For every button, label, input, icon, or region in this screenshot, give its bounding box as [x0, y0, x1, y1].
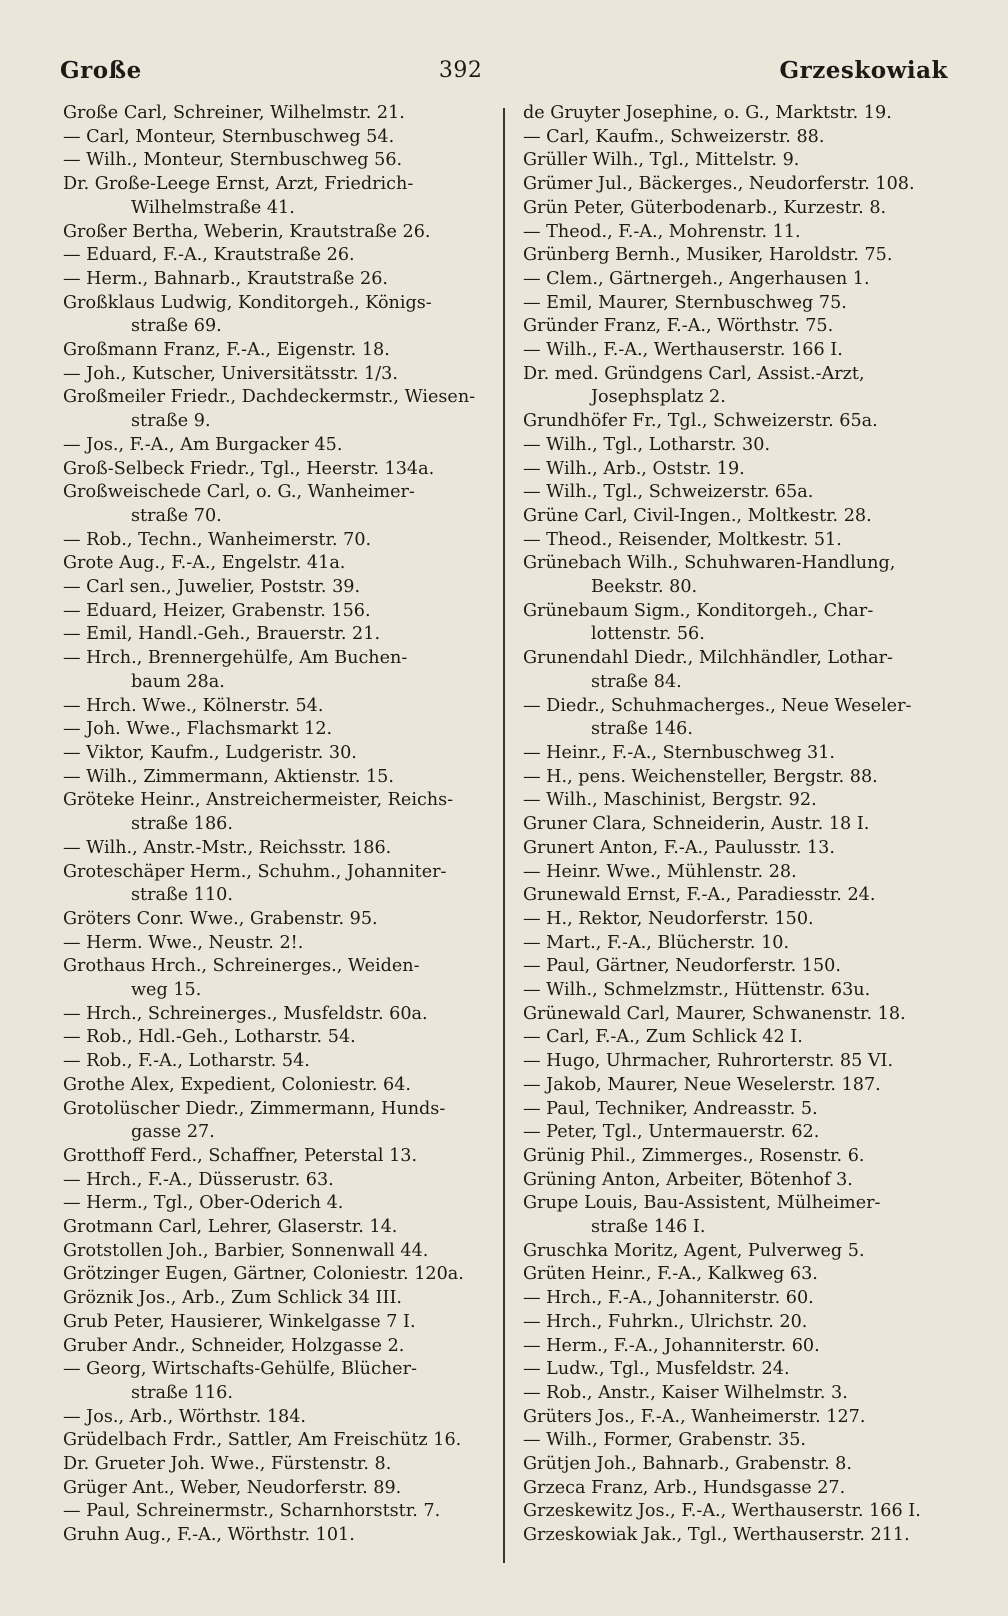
directory-entry — [523, 1311, 947, 1335]
entry-line: Grümer Jul., Bäckerges., Neudorferstr. 108. — [523, 174, 915, 195]
entry-continuation-line: baum 28a. — [131, 671, 225, 692]
directory-entry — [63, 1145, 487, 1169]
entry-line: — Diedr., Schuhmacherges., Neue Weseler- — [523, 695, 912, 716]
entry-line: Grünewald Carl, Maurer, Schwanenstr. 18. — [523, 1003, 906, 1024]
directory-entry — [63, 363, 487, 387]
entry-line: de Gruyter Josephine, o. G., Marktstr. 19. — [523, 103, 892, 123]
directory-entry — [523, 1500, 947, 1524]
entry-line: — Viktor, Kaufm., Ludgeristr. 30. — [63, 742, 357, 763]
directory-entry — [63, 458, 487, 482]
directory-entry — [63, 552, 487, 576]
entry-line: — Jos., Arb., Wörthstr. 184. — [63, 1406, 307, 1427]
entry-line: Grütjen Joh., Bahnarb., Grabenstr. 8. — [523, 1454, 852, 1475]
directory-entry — [63, 623, 487, 647]
directory-entry — [523, 102, 947, 126]
directory-entry — [63, 173, 487, 220]
directory-entry — [523, 695, 947, 742]
entry-line: Dr. Grueter Joh. Wwe., Fürstenstr. 8. — [63, 1454, 392, 1475]
entry-line: — Clem., Gärtnergeh., Angerhausen 1. — [523, 268, 870, 289]
entry-continuation-line: Beekstr. 80. — [591, 577, 698, 598]
entry-line: — Wilh., F.-A., Werthauserstr. 166 I. — [523, 340, 843, 361]
entry-line: — Herm., Tgl., Ober-Oderich 4. — [63, 1193, 344, 1214]
directory-entry — [63, 386, 487, 433]
entry-line: — Emil, Maurer, Sternbuschweg 75. — [523, 292, 847, 313]
entry-continuation-line: straße 110. — [131, 885, 233, 906]
directory-entry — [523, 1192, 947, 1239]
entry-line: Grüger Ant., Weber, Neudorferstr. 89. — [63, 1477, 402, 1498]
entry-line: Grüters Jos., F.-A., Wanheimerstr. 127. — [523, 1406, 866, 1427]
page-header — [60, 50, 948, 90]
entry-line: — Wilh., Arb., Oststr. 19. — [523, 458, 745, 479]
entry-line: — Hrch., Brennergehülfe, Am Buchen- — [63, 648, 408, 669]
entry-line: Grötzinger Eugen, Gärtner, Coloniestr. 120a. — [63, 1264, 464, 1285]
entry-line: Grotthoff Ferd., Schaffner, Peterstal 13. — [63, 1145, 418, 1166]
entry-line: — Emil, Handl.-Geh., Brauerstr. 21. — [63, 624, 381, 645]
directory-entry — [63, 576, 487, 600]
entry-line: — Paul, Techniker, Andreasstr. 5. — [523, 1098, 818, 1119]
entry-line: Grüning Anton, Arbeiter, Bötenhof 3. — [523, 1169, 853, 1190]
directory-entry — [63, 339, 487, 363]
entry-continuation-line: weg 15. — [131, 980, 202, 1001]
directory-entry — [523, 742, 947, 766]
directory-entry — [523, 505, 947, 529]
directory-entry — [523, 173, 947, 197]
directory-entry — [523, 529, 947, 553]
entry-line: Grote Aug., F.-A., Engelstr. 41a. — [63, 553, 346, 574]
entry-line: Grzeskowiak Jak., Tgl., Werthauserstr. 211. — [523, 1525, 910, 1546]
entry-line: Gröznik Jos., Arb., Zum Schlick 34 III. — [63, 1288, 402, 1309]
entry-line: — Rob., F.-A., Lotharstr. 54. — [63, 1051, 310, 1072]
directory-entry — [523, 1287, 947, 1311]
directory-entry — [63, 1216, 487, 1240]
entry-line: Grünberg Bernh., Musiker, Haroldstr. 75. — [523, 245, 893, 266]
directory-entry — [523, 837, 947, 861]
directory-entry — [523, 884, 947, 908]
entry-line: — Wilh., Former, Grabenstr. 35. — [523, 1430, 807, 1451]
entry-continuation-line: lottenstr. 56. — [591, 624, 705, 645]
directory-entry — [523, 766, 947, 790]
directory-entry — [523, 1477, 947, 1501]
directory-entry — [523, 1169, 947, 1193]
entry-line: — H., Rektor, Neudorferstr. 150. — [523, 908, 814, 929]
directory-entry — [63, 1050, 487, 1074]
entry-line: — Carl sen., Juwelier, Poststr. 39. — [63, 577, 361, 598]
entry-line: — Hrch., F.-A., Düsserustr. 63. — [63, 1169, 334, 1190]
entry-continuation-line: straße 70. — [131, 505, 222, 526]
directory-entry — [63, 932, 487, 956]
directory-entry — [523, 1382, 947, 1406]
directory-entry — [523, 126, 947, 150]
directory-entry — [523, 1429, 947, 1453]
entry-line: — Theod., Reisender, Moltkestr. 51. — [523, 529, 842, 550]
entry-line: — Hrch. Wwe., Kölnerstr. 54. — [63, 695, 324, 716]
directory-entry — [63, 434, 487, 458]
entry-line: Gröteke Heinr., Anstreichermeister, Reichs- — [63, 790, 454, 811]
entry-continuation-line: straße 146. — [591, 719, 693, 740]
directory-entry — [63, 742, 487, 766]
entry-line: — Heinr., F.-A., Sternbuschweg 31. — [523, 742, 836, 763]
entry-line: Grunendahl Diedr., Milchhändler, Lothar- — [523, 648, 893, 669]
directory-entry — [63, 766, 487, 790]
entry-line: Grüne Carl, Civil-Ingen., Moltkestr. 28. — [523, 505, 872, 526]
directory-entry — [523, 1358, 947, 1382]
directory-entry — [63, 1263, 487, 1287]
directory-entry — [63, 955, 487, 1002]
entry-line: Großer Bertha, Weberin, Krautstraße 26. — [63, 221, 431, 242]
directory-entry — [63, 1003, 487, 1027]
directory-entry — [523, 1406, 947, 1430]
directory-entry — [63, 221, 487, 245]
entry-continuation-line: straße 146 I. — [591, 1217, 706, 1238]
entry-line: Grzeca Franz, Arb., Hundsgasse 27. — [523, 1477, 846, 1498]
entry-line: Grüdelbach Frdr., Sattler, Am Freischütz 16. — [63, 1430, 462, 1451]
entry-continuation-line: straße 116. — [131, 1382, 233, 1403]
entry-line: Großklaus Ludwig, Konditorgeh., Königs- — [63, 292, 432, 313]
directory-entry — [523, 600, 947, 647]
directory-entry — [523, 552, 947, 599]
entry-line: Grüten Heinr., F.-A., Kalkweg 63. — [523, 1264, 818, 1285]
entry-line: Grünebaum Sigm., Konditorgeh., Char- — [523, 600, 874, 621]
directory-entry — [523, 1145, 947, 1169]
entry-line: Gründer Franz, F.-A., Wörthstr. 75. — [523, 316, 834, 337]
directory-entry — [63, 102, 487, 126]
header-left-keyword: Große — [60, 56, 142, 84]
directory-entry — [63, 1287, 487, 1311]
directory-entry — [63, 837, 487, 861]
entry-continuation-line: Wilhelmstraße 41. — [131, 197, 295, 218]
entry-line: Grotmann Carl, Lehrer, Glaserstr. 14. — [63, 1217, 398, 1238]
directory-entry — [63, 149, 487, 173]
entry-line: Grünig Phil., Zimmerges., Rosenstr. 6. — [523, 1145, 865, 1166]
directory-entry — [63, 789, 487, 836]
directory-entry — [523, 861, 947, 885]
entry-line: Grzeskewitz Jos., F.-A., Werthauserstr. 166 I. — [523, 1501, 921, 1522]
directory-entry — [63, 647, 487, 694]
directory-entry — [523, 458, 947, 482]
directory-entry — [523, 315, 947, 339]
entry-continuation-line: Josephsplatz 2. — [591, 387, 726, 408]
entry-line: — Wilh., Tgl., Lotharstr. 30. — [523, 434, 771, 455]
entry-line: Grotstollen Joh., Barbier, Sonnenwall 44. — [63, 1240, 429, 1261]
directory-entry — [63, 1098, 487, 1145]
directory-entry — [523, 1026, 947, 1050]
directory-entry — [63, 600, 487, 624]
entry-line: — Carl, Kaufm., Schweizerstr. 88. — [523, 126, 825, 147]
directory-entry — [523, 363, 947, 410]
directory-entry — [523, 1453, 947, 1477]
directory-entry — [523, 1098, 947, 1122]
entry-line: — Paul, Gärtner, Neudorferstr. 150. — [523, 956, 841, 977]
entry-line: — Georg, Wirtschafts-Gehülfe, Blücher- — [63, 1359, 417, 1380]
directory-entry — [523, 1003, 947, 1027]
entry-line: — H., pens. Weichensteller, Bergstr. 88. — [523, 766, 878, 787]
entry-line: Großweischede Carl, o. G., Wanheimer- — [63, 482, 415, 503]
entry-line: Grün Peter, Güterbodenarb., Kurzestr. 8. — [523, 197, 887, 218]
directory-entry — [523, 268, 947, 292]
entry-line: Grub Peter, Hausierer, Winkelgasse 7 I. — [63, 1311, 416, 1332]
entry-line: — Herm., F.-A., Johanniterstr. 60. — [523, 1335, 820, 1356]
entry-line: — Peter, Tgl., Untermauerstr. 62. — [523, 1122, 820, 1143]
entry-line: Gröters Conr. Wwe., Grabenstr. 95. — [63, 908, 378, 929]
directory-entry — [523, 1335, 947, 1359]
directory-entry — [63, 244, 487, 268]
directory-entry — [63, 1335, 487, 1359]
directory-entry — [523, 789, 947, 813]
entry-line: — Hrch., Schreinerges., Musfeldstr. 60a. — [63, 1003, 428, 1024]
entry-line: — Carl, F.-A., Zum Schlick 42 I. — [523, 1027, 803, 1048]
entry-line: Großmeiler Friedr., Dachdeckermstr., Wiesen- — [63, 387, 476, 408]
entry-line: Gruhn Aug., F.-A., Wörthstr. 101. — [63, 1525, 355, 1546]
entry-line: Grunert Anton, F.-A., Paulusstr. 13. — [523, 837, 835, 858]
directory-entry — [63, 1500, 487, 1524]
directory-entry — [523, 481, 947, 505]
directory-entry — [523, 908, 947, 932]
entry-continuation-line: straße 9. — [131, 411, 211, 432]
directory-entry — [523, 1524, 947, 1548]
directory-entry — [63, 1074, 487, 1098]
directory-entry — [63, 1453, 487, 1477]
directory-entry — [523, 1263, 947, 1287]
entry-line: Große Carl, Schreiner, Wilhelmstr. 21. — [63, 103, 405, 123]
entry-line: — Paul, Schreinermstr., Scharnhorststr. 7. — [63, 1501, 441, 1522]
entry-line: Grupe Louis, Bau-Assistent, Mülheimer- — [523, 1193, 881, 1214]
directory-entry — [63, 1406, 487, 1430]
directory-entry — [523, 339, 947, 363]
entry-line: — Rob., Hdl.-Geh., Lotharstr. 54. — [63, 1027, 356, 1048]
directory-entry — [63, 1169, 487, 1193]
directory-entry — [523, 1121, 947, 1145]
entry-line: Grothe Alex, Expedient, Coloniestr. 64. — [63, 1074, 412, 1095]
directory-entry — [523, 410, 947, 434]
entry-line: — Hugo, Uhrmacher, Ruhrorterstr. 85 VI. — [523, 1051, 894, 1072]
entry-line: — Ludw., Tgl., Musfeldstr. 24. — [523, 1359, 790, 1380]
entry-line: Grünebach Wilh., Schuhwaren-Handlung, — [523, 553, 896, 574]
directory-entry — [63, 1477, 487, 1501]
entry-line: — Joh., Kutscher, Universitätsstr. 1/3. — [63, 363, 398, 384]
left-column — [63, 102, 487, 1548]
directory-entry — [63, 481, 487, 528]
directory-entry — [523, 932, 947, 956]
directory-entry — [523, 813, 947, 837]
directory-entry — [63, 268, 487, 292]
entry-line: Gruner Clara, Schneiderin, Austr. 18 I. — [523, 814, 870, 835]
entry-line: — Herm. Wwe., Neustr. 2!. — [63, 932, 304, 953]
entry-line: — Jos., F.-A., Am Burgacker 45. — [63, 434, 343, 455]
entry-line: Grothaus Hrch., Schreinerges., Weiden- — [63, 956, 420, 977]
entry-line: — Theod., F.-A., Mohrenstr. 11. — [523, 221, 801, 242]
entry-line: Gruschka Moritz, Agent, Pulverweg 5. — [523, 1240, 865, 1261]
entry-line: — Wilh., Schmelzmstr., Hüttenstr. 63u. — [523, 980, 871, 1001]
entry-line: — Hrch., F.-A., Johanniterstr. 60. — [523, 1288, 814, 1309]
entry-line: Grüller Wilh., Tgl., Mittelstr. 9. — [523, 150, 800, 171]
directory-entry — [63, 861, 487, 908]
directory-entry — [523, 149, 947, 173]
directory-entry — [523, 955, 947, 979]
directory-entry — [63, 1240, 487, 1264]
directory-entry — [63, 1524, 487, 1548]
directory-entry — [523, 1050, 947, 1074]
entry-line: Groteschäper Herm., Schuhm., Johanniter- — [63, 861, 447, 882]
entry-line: — Rob., Anstr., Kaiser Wilhelmstr. 3. — [523, 1382, 848, 1403]
entry-line: Gruber Andr., Schneider, Holzgasse 2. — [63, 1335, 405, 1356]
directory-entry — [523, 434, 947, 458]
entry-continuation-line: gasse 27. — [131, 1122, 215, 1143]
entry-line: — Wilh., Maschinist, Bergstr. 92. — [523, 790, 817, 811]
directory-entry — [523, 1240, 947, 1264]
entry-line: — Wilh., Anstr.-Mstr., Reichsstr. 186. — [63, 837, 392, 858]
entry-line: Dr. med. Gründgens Carl, Assist.-Arzt, — [523, 363, 865, 384]
directory-entry — [523, 292, 947, 316]
entry-line: Grundhöfer Fr., Tgl., Schweizerstr. 65a. — [523, 411, 878, 432]
column-divider — [503, 108, 505, 1563]
directory-entry — [63, 1192, 487, 1216]
entry-line: — Wilh., Zimmermann, Aktienstr. 15. — [63, 766, 394, 787]
entry-continuation-line: straße 84. — [591, 671, 682, 692]
directory-entry — [63, 1026, 487, 1050]
entry-line: Großmann Franz, F.-A., Eigenstr. 18. — [63, 340, 390, 361]
entry-line: — Hrch., Fuhrkn., Ulrichstr. 20. — [523, 1311, 808, 1332]
entry-line: — Heinr. Wwe., Mühlenstr. 28. — [523, 861, 797, 882]
directory-entry — [63, 1311, 487, 1335]
directory-entry — [523, 221, 947, 245]
entry-line: — Rob., Techn., Wanheimerstr. 70. — [63, 529, 372, 550]
entry-line: Dr. Große-Leege Ernst, Arzt, Friedrich- — [63, 174, 414, 195]
directory-entry — [63, 718, 487, 742]
entry-line: — Eduard, Heizer, Grabenstr. 156. — [63, 600, 371, 621]
directory-entry — [523, 197, 947, 221]
entry-continuation-line: straße 69. — [131, 316, 222, 337]
directory-entry — [63, 1358, 487, 1405]
directory-entry — [63, 529, 487, 553]
entry-line: — Eduard, F.-A., Krautstraße 26. — [63, 245, 355, 266]
directory-entry — [63, 126, 487, 150]
directory-entry — [523, 244, 947, 268]
entry-line: — Wilh., Tgl., Schweizerstr. 65a. — [523, 482, 814, 503]
directory-entry — [523, 1074, 947, 1098]
directory-entry — [523, 647, 947, 694]
right-column — [523, 102, 947, 1548]
page-number: 392 — [438, 57, 483, 83]
entry-continuation-line: straße 186. — [131, 814, 233, 835]
directory-entry — [63, 1429, 487, 1453]
entry-line: Grotolüscher Diedr., Zimmermann, Hunds- — [63, 1098, 446, 1119]
entry-line: — Herm., Bahnarb., Krautstraße 26. — [63, 268, 389, 289]
header-right-keyword: Grzeskowiak — [779, 56, 948, 84]
entry-line: — Jakob, Maurer, Neue Weselerstr. 187. — [523, 1074, 881, 1095]
directory-entry — [523, 979, 947, 1003]
entry-line: Grunewald Ernst, F.-A., Paradiesstr. 24. — [523, 885, 876, 906]
entry-line: — Joh. Wwe., Flachsmarkt 12. — [63, 719, 333, 740]
directory-entry — [63, 908, 487, 932]
entry-line: — Wilh., Monteur, Sternbuschweg 56. — [63, 150, 403, 171]
entry-line: — Mart., F.-A., Blücherstr. 10. — [523, 932, 790, 953]
entry-line: — Carl, Monteur, Sternbuschweg 54. — [63, 126, 395, 147]
directory-entry — [63, 695, 487, 719]
entry-line: Groß-Selbeck Friedr., Tgl., Heerstr. 134a. — [63, 458, 435, 479]
directory-entry — [63, 292, 487, 339]
